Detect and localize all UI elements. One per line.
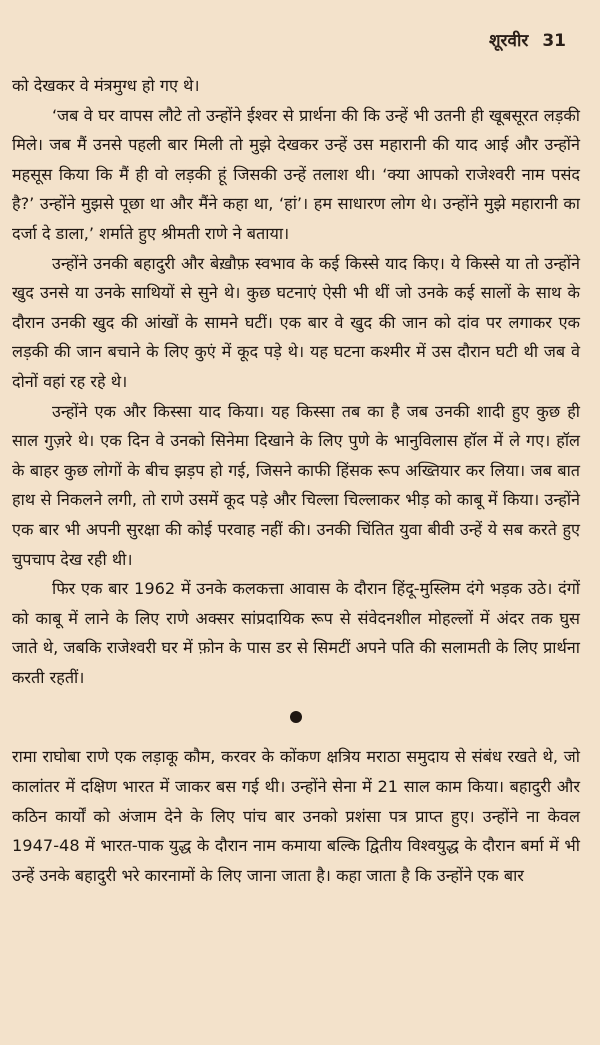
paragraph-6: रामा राघोबा राणे एक लड़ाकू कौम, करवर के कोंकण क्षत्रिय मराठा समुदाय से संबंध रखते थे, जो कालांतर में दक्षिण भारत में जाकर बस गई थी। उन्होंने सेना में 21 साल काम किया। बहादुरी और कठिन कार्यों को अंजाम देने के लिए पांच बार उनको प्रशंसा पत्र प्राप्त हुए। उन्होंने ना केवल 1947-48 में भारत-पाक युद्ध के दौरान नाम कमाया बल्कि द्वितीय विश्वयुद्ध के दौरान बर्मा में भी उन्हें उनके बहादुरी भरे कारनामों के लिए जाना जाता है। कहा जाता है कि उन्होंने एक बार [12, 747, 580, 885]
running-header [489, 28, 566, 51]
paragraph-4: उन्होंने एक और किस्सा याद किया। यह किस्सा तब का है जब उनकी शादी हुए कुछ ही साल गुज़रे थे। एक दिन वे उनको सिनेमा दिखाने के लिए पुणे के भानुविलास हॉल में ले गए। हॉल के बाहर कुछ लोगों के बीच झड़प हो गई, जिसने काफी हिंसक रूप अख्तियार कर लिया। जब बात हाथ से निकलने लगी, तो राणे उसमें कूद पड़े और चिल्ला चिल्लाकर भीड़ को काबू में किया। उन्होंने एक बार भी अपनी सुरक्षा की कोई परवाह नहीं की। उनकी चिंतित युवा बीवी उन्हें ये सब करते हुए चुपचाप देख रही थी। [12, 401, 580, 569]
section-break-dot [290, 711, 302, 723]
paragraph-1: को देखकर वे मंत्रमुग्ध हो गए थे। [12, 76, 200, 95]
page-number: 31 [542, 31, 566, 51]
chapter-title: शूरवीर [489, 31, 529, 51]
paragraph-5: फिर एक बार 1962 में उनके कलकत्ता आवास के दौरान हिंदू-मुस्लिम दंगे भड़क उठे। दंगों को काबू में लाने के लिए राणे अक्सर सांप्रदायिक रूप से संवेदनशील मोहल्लों में अंदर तक घुस जाते थे, जबकि राजेश्वरी घर में फ़ोन के पास डर से सिमटीं अपने पति की सलामती के लिए प्रार्थना करती रहतीं। [12, 579, 580, 687]
paragraph-2: ‘जब वे घर वापस लौटे तो उन्होंने ईश्वर से प्रार्थना की कि उन्हें भी उतनी ही खूबसूरत लड़की मिले। जब मैं उनसे पहली बार मिली तो मुझे देखकर उन्हें उस महारानी की याद आई और उन्होंने महसूस किया कि मैं ही वो लड़की हूं जिसकी उन्हें तलाश थी। ‘क्या आपको राजेश्वरी नाम पसंद है?’ उन्होंने मुझसे पूछा था और मैंने कहा था, ‘हां’। हम साधारण लोग थे। उन्होंने मुझे महारानी का दर्जा दे डाला,’ शर्माते हुए श्रीमती राणे ने बताया। [12, 105, 580, 243]
body-text [12, 71, 580, 890]
paragraph-3: उन्होंने उनकी बहादुरी और बेख़ौफ़ स्वभाव के कई किस्से याद किए। ये किस्से या तो उन्होंने खुद उनसे या उनके साथियों से सुने थे। कुछ घटनाएं ऐसी भी थीं जो उनके कई सालों के साथ के दौरान उनकी खुद की आंखों के सामने घटीं। एक बार वे खुद की जान को दांव पर लगाकर एक लड़की की जान बचाने के लिए कुएं में कूद पड़े थे। यह घटना कश्मीर में उस दौरान घटी थी जब वे दोनों वहां रह रहे थे। [12, 253, 580, 391]
